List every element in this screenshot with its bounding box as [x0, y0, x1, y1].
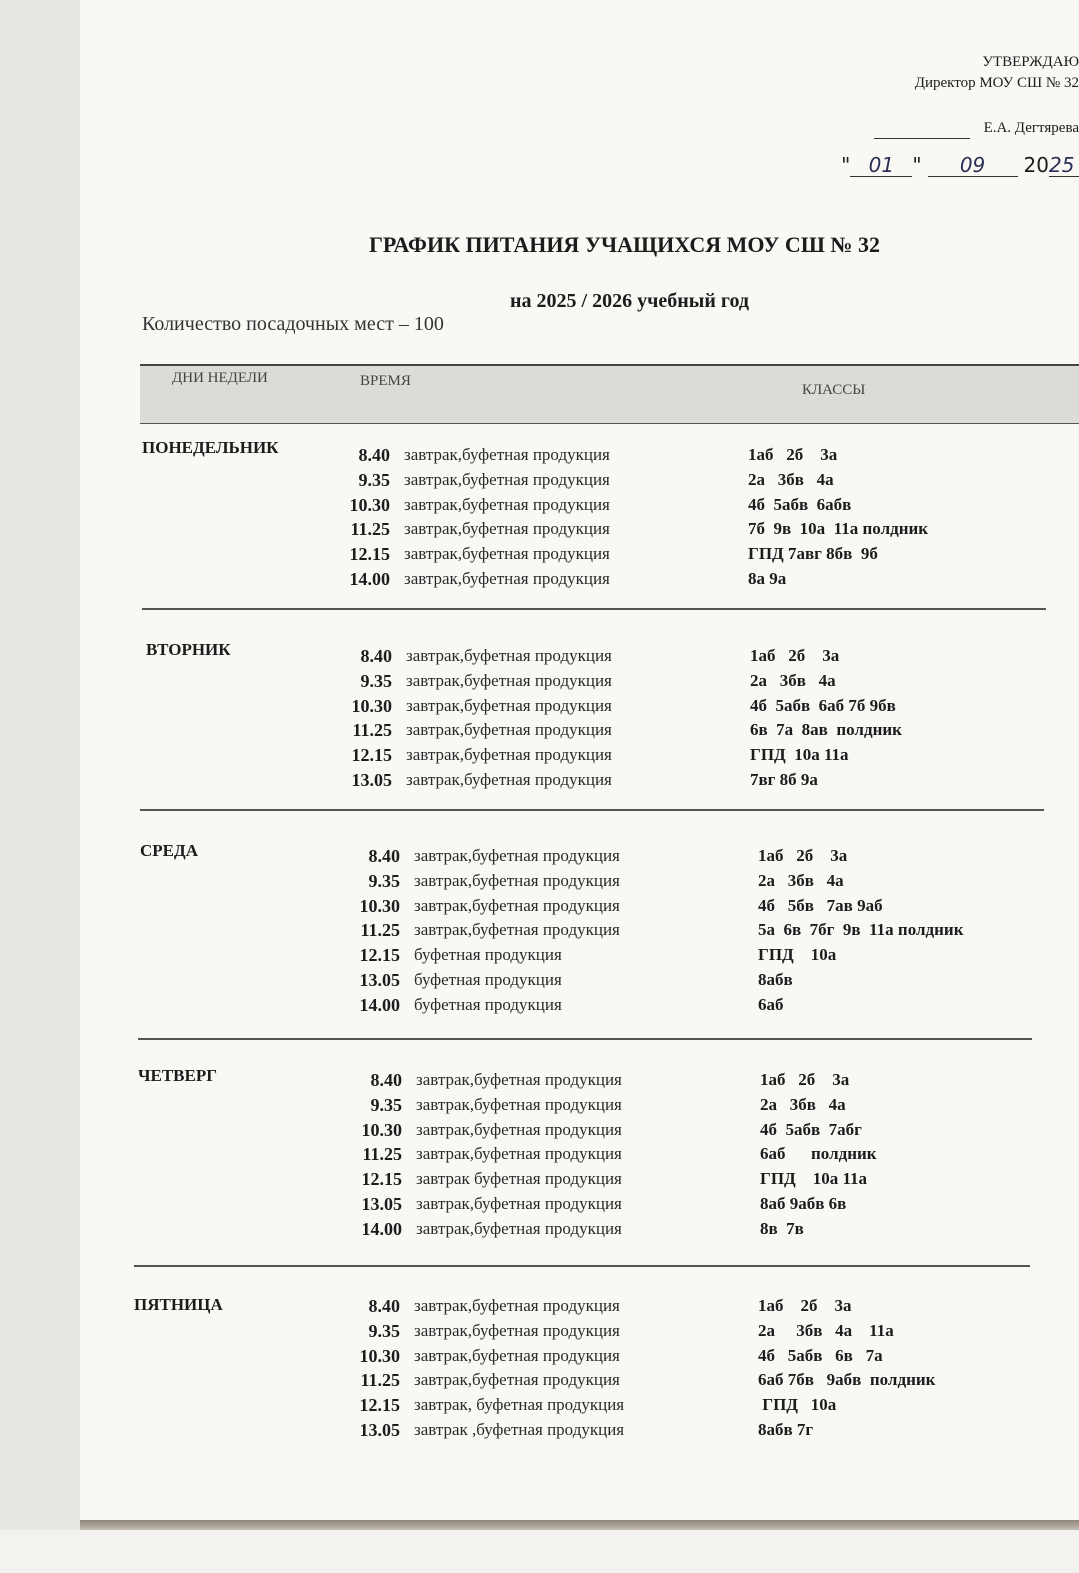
meal-type: завтрак,буфетная продукция — [404, 569, 610, 588]
meal-type: завтрак,буфетная продукция — [416, 1119, 622, 1139]
meal-type: завтрак,буфетная продукция — [406, 720, 612, 740]
day-divider — [138, 1038, 1032, 1040]
meal-time: 9.35 — [360, 670, 392, 691]
table-header — [140, 364, 1079, 424]
meal-type: завтрак,буфетная продукция — [414, 920, 620, 940]
class-list: 1аб 2б 3а — [758, 846, 848, 865]
schedule-row — [338, 995, 1079, 1020]
schedule-row — [338, 1321, 1079, 1346]
approval-date — [819, 155, 1079, 177]
date-year-suffix: 25 — [1049, 155, 1079, 177]
class-list: 6аб 7бв 9абв полдник — [758, 1370, 936, 1390]
meal-time: 12.15 — [359, 1395, 400, 1416]
class-list: 5а 6в 7бг 9в 11а полдник — [758, 920, 964, 940]
meal-time: 9.35 — [370, 1094, 402, 1115]
day-name: ПОНЕДЕЛЬНИК — [142, 438, 279, 457]
signatory-name: Е.А. Дегтярева — [983, 120, 1079, 136]
class-list: 2а 3бв 4а 11а — [758, 1320, 894, 1340]
meal-time: 13.05 — [359, 970, 400, 990]
class-list: 1аб 2б 3а — [750, 646, 840, 665]
schedule-row — [338, 1296, 1079, 1321]
schedule-row — [338, 1346, 1079, 1371]
class-list: 4б 5абв 6аб 7б 9бв — [750, 695, 896, 715]
day-divider — [140, 809, 1044, 811]
approval-heading: УТВЕРЖДАЮ — [982, 54, 1079, 70]
schedule-row — [338, 1420, 1079, 1445]
meal-time: 10.30 — [361, 1119, 402, 1140]
meal-type: завтрак,буфетная продукция — [416, 1144, 622, 1164]
date-quote-open: " — [841, 153, 851, 177]
schedule-row — [340, 1219, 1079, 1244]
seat-count: Количество посадочных мест – 100 — [142, 313, 444, 335]
class-list: ГПД 10а — [758, 1395, 837, 1415]
schedule-row — [338, 871, 1079, 896]
meal-time: 14.00 — [359, 994, 400, 1015]
meal-type: завтрак,буфетная продукция — [416, 1094, 622, 1114]
class-list: 8а 9а — [748, 569, 787, 588]
approval-position: Директор МОУ СШ № 32 — [914, 75, 1079, 91]
signature-line — [874, 138, 970, 139]
class-list: ГПД 10а 11а — [760, 1169, 868, 1189]
meal-type: завтрак,буфетная продукция — [414, 1296, 620, 1315]
schedule-row — [340, 1120, 1079, 1145]
meal-time: 13.05 — [351, 770, 392, 790]
meal-time: 10.30 — [359, 895, 400, 916]
page-edge-shadow — [80, 1520, 1079, 1530]
class-list: 1аб 2б 3а — [758, 1296, 852, 1315]
meal-type: завтрак,буфетная продукция — [414, 846, 620, 865]
schedule-row — [330, 770, 1079, 795]
schedule-row — [330, 720, 1079, 745]
schedule-row — [338, 1370, 1079, 1395]
day-name: СРЕДА — [140, 841, 198, 860]
meal-type: завтрак,буфетная продукция — [404, 445, 610, 464]
meal-time: 9.35 — [368, 870, 400, 891]
meal-time: 10.30 — [349, 494, 390, 515]
meal-time: 11.25 — [360, 1370, 400, 1391]
meal-type: буфетная продукция — [414, 970, 562, 989]
schedule-row — [330, 671, 1079, 696]
meal-time: 11.25 — [360, 920, 400, 941]
header-classes: КЛАССЫ — [802, 382, 866, 398]
date-month: 09 — [928, 155, 1018, 177]
class-list: 8аб 9абв 6в — [760, 1194, 847, 1213]
schedule-row — [328, 495, 1079, 520]
meal-time: 11.25 — [362, 1144, 402, 1165]
schedule-row — [338, 846, 1079, 871]
schedule-row — [328, 519, 1079, 544]
meal-type: завтрак,буфетная продукция — [416, 1218, 622, 1238]
schedule-row — [328, 544, 1079, 569]
meal-type: завтрак,буфетная продукция — [414, 870, 620, 890]
meal-type: завтрак,буфетная продукция — [404, 519, 610, 539]
meal-type: завтрак,буфетная продукция — [406, 695, 612, 715]
signature-row — [819, 118, 1079, 139]
meal-time: 9.35 — [358, 469, 390, 490]
class-list: 6аб полдник — [760, 1144, 877, 1164]
meal-time: 12.15 — [361, 1169, 402, 1190]
class-list: 7б 9в 10а 11а полдник — [748, 519, 929, 539]
class-list: ГПД 10а — [758, 945, 837, 965]
day-name: ЧЕТВЕРГ — [138, 1066, 218, 1085]
schedule-row — [340, 1095, 1079, 1120]
day-divider — [142, 608, 1046, 610]
meal-type: завтрак,буфетная продукция — [414, 1345, 620, 1365]
meal-time: 14.00 — [361, 1218, 402, 1239]
meal-time: 10.30 — [351, 695, 392, 716]
meal-time: 13.05 — [359, 1420, 400, 1440]
date-year-prefix: 20 — [1023, 153, 1049, 177]
schedule-row — [338, 1395, 1079, 1420]
schedule-row — [330, 646, 1079, 671]
meal-time: 11.25 — [352, 720, 392, 741]
class-list: 4б 5абв 6в 7а — [758, 1345, 883, 1365]
meal-type: завтрак,буфетная продукция — [406, 670, 612, 690]
schedule-row — [330, 745, 1079, 770]
class-list: ГПД 10а 11а — [750, 745, 849, 765]
meal-type: завтрак,буфетная продукция — [404, 494, 610, 514]
meal-time: 12.15 — [351, 745, 392, 766]
meal-type: буфетная продукция — [414, 945, 562, 965]
header-days: ДНИ НЕДЕЛИ — [172, 370, 268, 386]
schedule-row — [338, 920, 1079, 945]
meal-type: завтрак,буфетная продукция — [414, 1370, 620, 1390]
day-name: ПЯТНИЦА — [134, 1295, 223, 1314]
meal-time: 11.25 — [350, 519, 390, 540]
meal-type: завтрак,буфетная продукция — [406, 745, 612, 765]
schedule-row — [330, 696, 1079, 721]
schedule-row — [328, 470, 1079, 495]
schedule-row — [338, 896, 1079, 921]
schedule-row — [340, 1070, 1079, 1095]
schedule-row — [340, 1169, 1079, 1194]
meal-type: завтрак,буфетная продукция — [416, 1070, 622, 1089]
meal-type: завтрак,буфетная продукция — [404, 544, 610, 564]
schedule-row — [340, 1144, 1079, 1169]
header-time: ВРЕМЯ — [360, 373, 411, 389]
document-subtitle: на 2025 / 2026 учебный год — [509, 290, 750, 312]
background-below-page — [0, 1530, 1079, 1573]
meal-time: 13.05 — [361, 1194, 402, 1214]
meal-type: завтрак,буфетная продукция — [414, 1320, 620, 1340]
meal-time: 10.30 — [359, 1345, 400, 1366]
meal-time: 8.40 — [360, 646, 392, 666]
class-list: 4б 5абв 7абг — [760, 1119, 862, 1139]
meal-time: 12.15 — [349, 544, 390, 565]
class-list: 7вг 8б 9а — [750, 770, 818, 789]
meal-type: завтрак,буфетная продукция — [414, 895, 620, 915]
document-title: ГРАФИК ПИТАНИЯ УЧАЩИХСЯ МОУ СШ № 32 — [368, 232, 881, 257]
meal-type: завтрак, буфетная продукция — [414, 1395, 625, 1415]
class-list: 2а 3бв 4а — [750, 670, 836, 690]
schedule-row — [328, 445, 1079, 470]
day-name: ВТОРНИК — [146, 640, 231, 659]
schedule-row — [338, 970, 1079, 995]
schedule-row — [340, 1194, 1079, 1219]
meal-type: завтрак ,буфетная продукция — [414, 1420, 625, 1439]
class-list: 2а 3бв 4а — [760, 1094, 846, 1114]
class-list: 1аб 2б 3а — [748, 445, 838, 464]
meal-time: 9.35 — [368, 1320, 400, 1341]
meal-type: завтрак,буфетная продукция — [416, 1194, 622, 1213]
class-list: 2а 3бв 4а — [758, 870, 844, 890]
class-list: ГПД 7авг 8бв 9б — [748, 544, 878, 564]
class-list: 8абв 7г — [758, 1420, 814, 1439]
schedule-row — [338, 945, 1079, 970]
meal-time: 8.40 — [370, 1070, 402, 1090]
class-list: 8в 7в — [760, 1218, 804, 1238]
class-list: 6в 7а 8ав полдник — [750, 720, 902, 740]
meal-type: буфетная продукция — [414, 994, 562, 1014]
class-list: 4б 5абв 6абв — [748, 494, 852, 514]
class-list: 6аб — [758, 994, 784, 1014]
approval-block — [819, 52, 1079, 177]
schedule-row — [328, 569, 1079, 594]
class-list: 2а 3бв 4а — [748, 469, 834, 489]
meal-type: завтрак,буфетная продукция — [406, 646, 612, 665]
meal-time: 8.40 — [368, 1296, 400, 1316]
meal-time: 12.15 — [359, 945, 400, 966]
meal-type: завтрак,буфетная продукция — [406, 770, 612, 789]
class-list: 1аб 2б 3а — [760, 1070, 850, 1089]
meal-time: 8.40 — [358, 445, 390, 465]
class-list: 8абв — [758, 970, 793, 989]
date-quote-close: " — [912, 153, 922, 177]
meal-type: завтрак,буфетная продукция — [404, 469, 610, 489]
meal-time: 14.00 — [349, 569, 390, 589]
meal-time: 8.40 — [368, 846, 400, 866]
meal-type: завтрак буфетная продукция — [416, 1169, 622, 1189]
class-list: 4б 5бв 7ав 9аб — [758, 895, 883, 915]
date-day: 01 — [850, 155, 912, 177]
day-divider — [134, 1265, 1030, 1267]
